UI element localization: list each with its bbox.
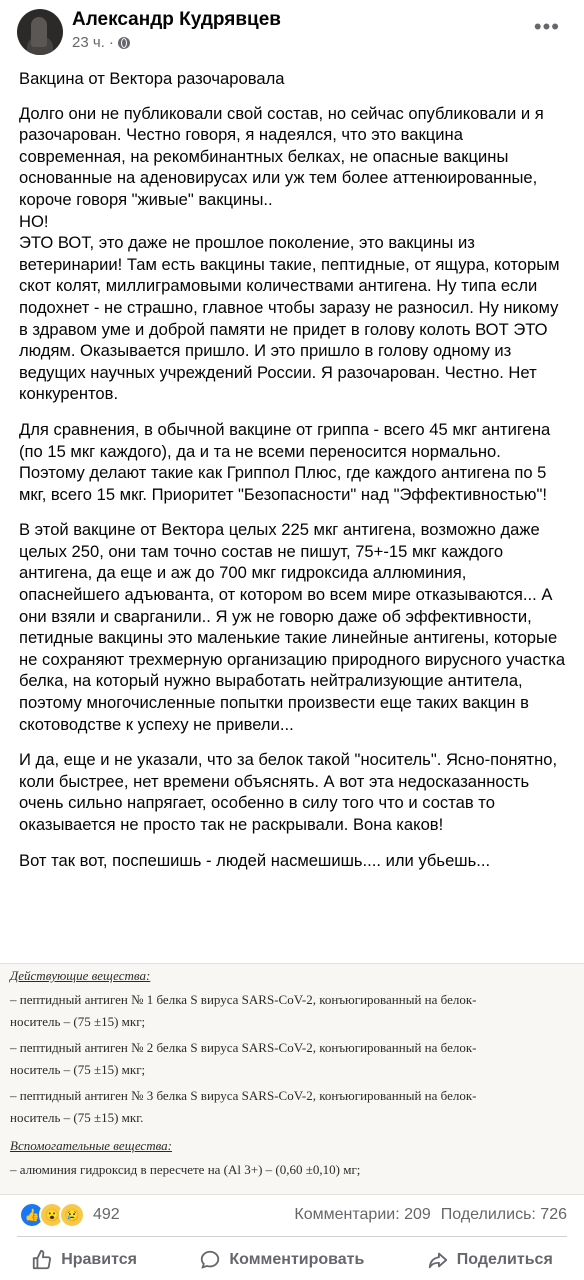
like-button[interactable] [31,1249,137,1271]
post-time[interactable]: 23 ч. [72,34,105,51]
post-stats [294,1206,567,1224]
post-paragraph: Для сравнения, в обычной вакцине от гриппа - всего 45 мкг антигена (по 15 мкг каждого), да и та не всеми переносится нормально. Поэтому делают такие как Гриппол Плюс, где каждого антигена по 5 мкг, всего 15 мкг. Приоритет "Безопасности" над "Эффективностью"! [19,419,551,504]
post-actions [0,1241,584,1279]
scan-line: носитель – (75 ±15) мкг. [10,1110,144,1125]
avatar[interactable] [17,9,63,55]
scan-line: носитель – (75 ±15) мкг; [10,1014,146,1029]
divider [17,1236,567,1237]
comments-count[interactable]: Комментарии: 209 [294,1206,431,1223]
post-image-scan[interactable] [0,963,584,1195]
shares-count[interactable]: Поделились: 726 [440,1206,567,1223]
author-name[interactable]: Александр Кудрявцев [72,9,281,30]
comment-button[interactable] [199,1249,364,1271]
globe-icon [118,37,130,49]
scan-line: – алюминия гидроксид в пересчете на (Al 3+) – (0,60 ±0,10) мг; [10,1162,361,1177]
share-label: Поделиться [456,1251,553,1268]
scan-heading: Вспомогательные вещества: [10,1138,172,1153]
scan-line: – пептидный антиген № 1 белка S вируса SARS-CoV-2, конъюгированный на белок- [10,992,477,1007]
reaction-count[interactable]: 492 [93,1206,120,1223]
scan-heading: Действующие вещества: [10,968,151,983]
post-paragraph: Долго они не публиковали свой состав, но сейчас опубликовали и я разочарован. Честно говоря, я надеялся, что это вакцина современная, на рекомбинантных белках, не опасные вакцины основанные на аденовирусах или уж тем более аттенюированные, короче говоря "живые" вакцины.. НО! ЭТО ВОТ, это даже не прошлое поколение, это вакцины из ветеринарии! Там есть вакцины такие, пептидные, от ящура, которым скот колят, миллиграмовыми количествами антигена. Ну типа если подохнет - не страшно, главное чтобы заразу не разносил. Ну никому в здравом уме и доброй памяти не придет в голову колоть ВОТ ЭТО людям. Оказывается пришло. И это пришло в голову одному из ведущих научных учреждений России. Я разочарован. Честно. Нет конкурентов. [19,103,560,404]
share-button[interactable] [427,1249,553,1271]
sad-icon: 😢 [59,1202,85,1228]
scan-line: – пептидный антиген № 2 белка S вируса SARS-CoV-2, конъюгированный на белок- [10,1040,477,1055]
like-label: Нравится [61,1251,137,1268]
comment-icon [199,1249,221,1271]
scan-line: носитель – (75 ±15) мкг; [10,1062,146,1077]
more-icon[interactable]: ••• [533,14,560,39]
post-paragraph: Вот так вот, поспешишь - людей насмешишь.... или убьешь... [19,850,491,870]
reaction-icons[interactable] [19,1202,79,1228]
reactions-bar [19,1200,567,1230]
post-header [0,0,584,60]
wow-icon: 😮 [39,1202,65,1228]
post-paragraph: В этой вакцине от Вектора целых 225 мкг антигена, возможно даже целых 250, они там точно состав не пишут, 75+-15 мкг каждого антигена, да еще и аж до 700 мкг гидроксида аллюминия, опаснейшего адъюванта, от котором во всем мире отказываются... А они взяли и сварганили.. Я уж не говорю даже об эффективности, петидные вакцины это маленькие такие линейные антигены, которые не сохраняют трехмерную организацию природного вирусного участка белка, на который нужно выработать нейтрализующие антитела, поэтому многочисленные попытки произвести еще таких вакцин в скотоводстве к успеху не привели... [19,520,566,734]
thumbs-up-icon [31,1249,53,1271]
post-meta: 23 ч. · [72,34,130,51]
scan-line: – пептидный антиген № 3 белка S вируса SARS-CoV-2, конъюгированный на белок- [10,1088,477,1103]
post-title: Вакцина от Вектора разочаровала [19,69,285,88]
share-icon [427,1249,449,1271]
post-paragraph: И да, еще и не указали, что за белок такой "носитель". Ясно-понятно, коли быстрее, нет времени объяснять. А вот эта недосказанность очень сильно напрягает, особенно в силу того что и состав то оказывается не просто так не раскрывали. Вона каков! [19,750,558,834]
comment-label: Комментировать [229,1251,365,1268]
like-icon: 👍 [19,1202,45,1228]
post-body [19,68,567,885]
